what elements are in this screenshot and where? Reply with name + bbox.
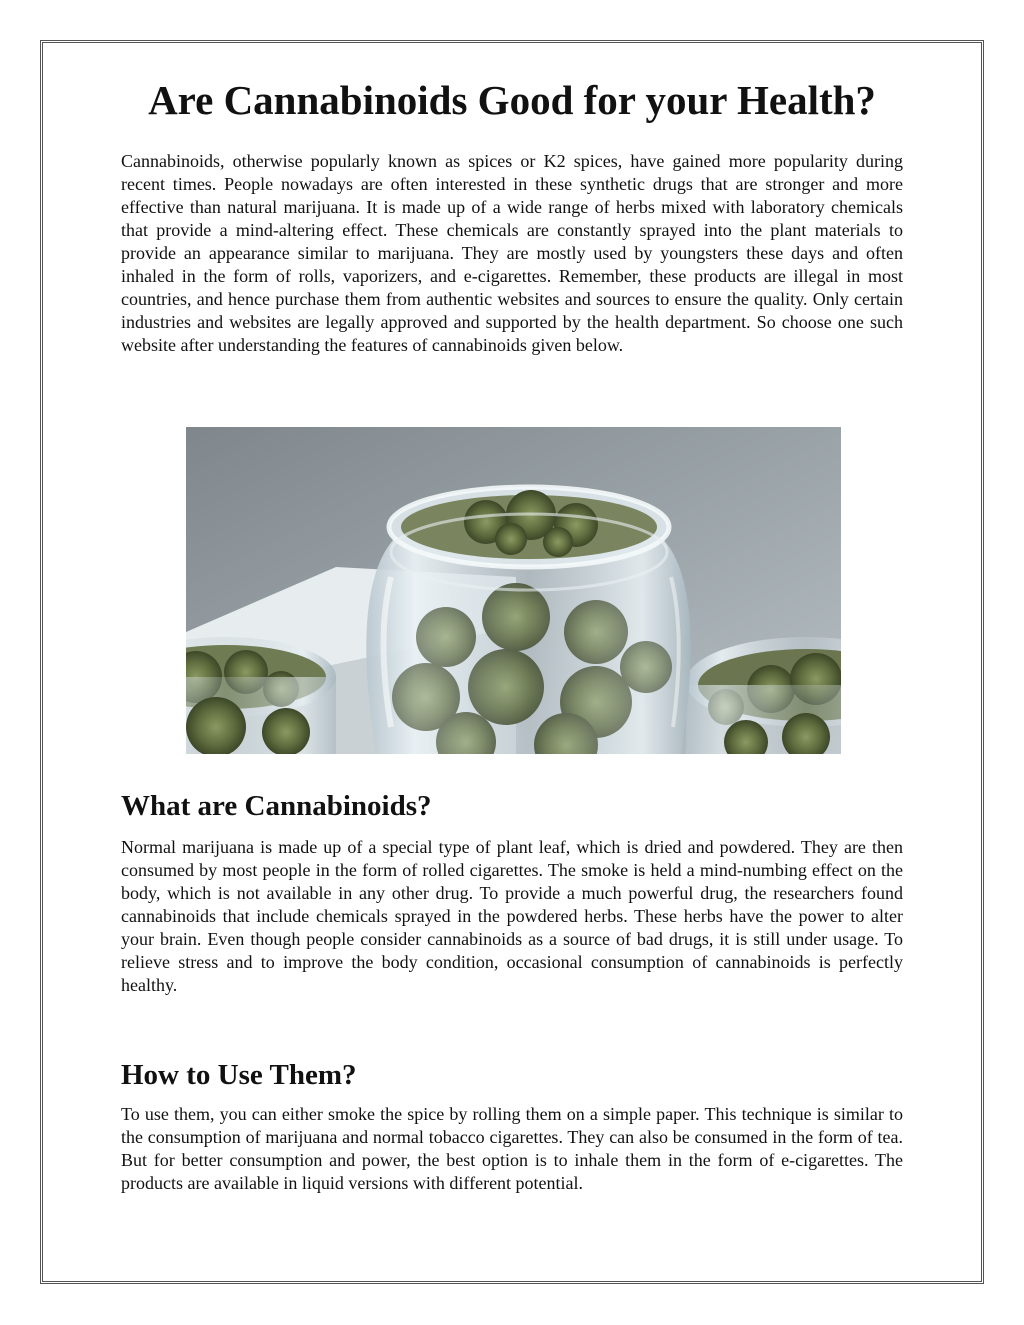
intro-paragraph: Cannabinoids, otherwise popularly known as spices or K2 spices, have gained more popularity during recent times. People nowadays are often interested in these synthetic drugs that are stronger and more effective than natural marijuana. It is made up of a wide range of herbs mixed with laboratory chemicals that provide a mind-altering effect. These chemicals are constantly sprayed into the plant materials to provide an appearance similar to marijuana. They are mostly used by youngsters these days and often inhaled in the form of rolls, vaporizers, and e-cigarettes. Remember, these products are illegal in most countries, and hence purchase them from authentic websites and sources to ensure the quality. Only certain industries and websites are legally approved and supported by the health department. So choose one such website after understanding the features of cannabinoids given below.: [121, 151, 903, 355]
section-heading-how: How to Use Them?: [121, 1059, 357, 1091]
page-title: Are Cannabinoids Good for your Health?: [148, 77, 876, 123]
section-body-how: To use them, you can either smoke the spice by rolling them on a simple paper. This technique is similar to the consumption of marijuana and normal tobacco cigarettes. They can also be consumed in the form of tea. But for better consumption and power, the best option is to inhale them in the form of e-cigarettes. The products are available in liquid versions with different potential.: [121, 1104, 903, 1193]
cannabis-jars-photo: [186, 427, 841, 754]
section-body-what: Normal marijuana is made up of a special type of plant leaf, which is dried and powdered. They are then consumed by most people in the form of rolled cigarettes. The smoke is held a mind-numbing effect on the body, which is not available in any other drug. To provide a much powerful drug, the researchers found cannabinoids that include chemicals sprayed in the powdered herbs. These herbs have the power to alter your brain. Even though people consider cannabinoids as a source of bad drugs, it is still under usage. To relieve stress and to improve the body condition, occasional consumption of cannabinoids is perfectly healthy.: [121, 837, 903, 995]
section-heading-what: What are Cannabinoids?: [121, 790, 432, 822]
